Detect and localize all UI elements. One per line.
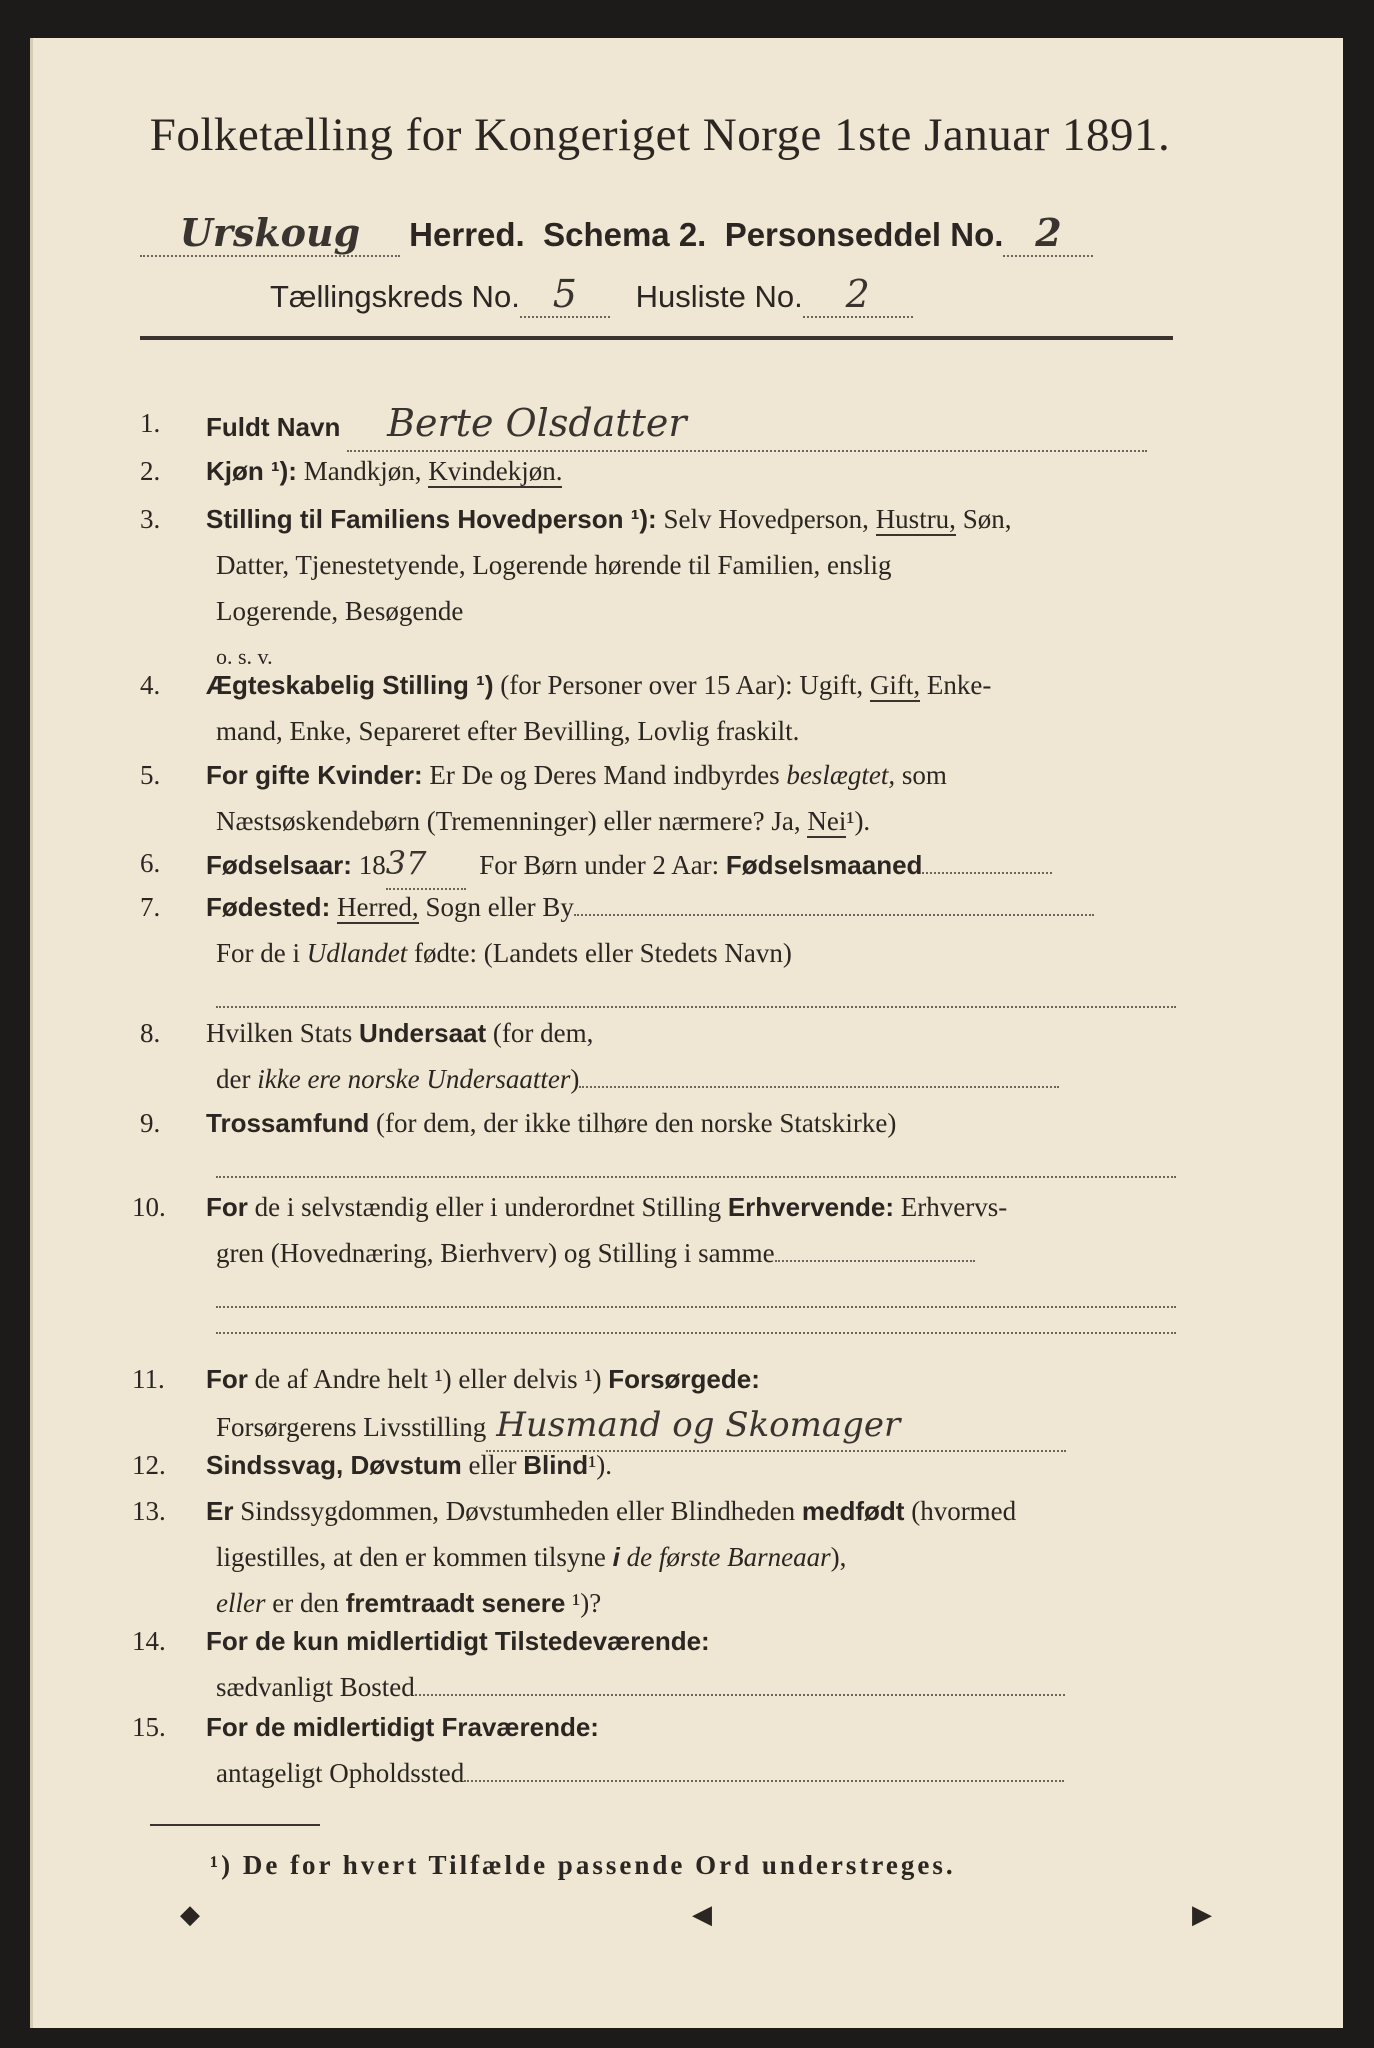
option-text: ligestilles, at den er kommen tilsyne [216, 1542, 606, 1572]
taellingskreds-label: Tællingskreds No. [270, 279, 520, 314]
item-number: 7. [140, 892, 161, 922]
item-number: 14. [132, 1626, 166, 1656]
provider-occupation-value: Husmand og Skomager [496, 1405, 901, 1445]
option-text: ¹)? [572, 1588, 602, 1618]
option-text: gren (Hovednæring, Bierhverv) og Stilling i samme [216, 1238, 775, 1268]
option-text: Erhvervs- [900, 1192, 1008, 1222]
citizenship-label: Undersaat [359, 1018, 487, 1048]
option-text: Næstsøskendebørn (Tremenninger) eller nærmere? Ja, [216, 806, 801, 836]
option-text: (hvormed [911, 1496, 1017, 1526]
supported-label: Forsørgede: [608, 1364, 760, 1394]
item-number: 10. [132, 1192, 166, 1222]
item-number: 12. [132, 1450, 166, 1480]
occupation-label: For [206, 1192, 248, 1222]
birth-month-label: Fødselsmaaned [725, 850, 923, 880]
sex-option-female-selected: Kvindekjøn. [428, 456, 563, 486]
option-text: ¹). [588, 1450, 613, 1480]
herred-value: Urskoug [179, 210, 361, 255]
item-number: 13. [132, 1496, 166, 1526]
option-text: beslægtet, [786, 760, 896, 790]
footnote: ¹) De for hvert Tilfælde passende Ord understreges. [210, 1850, 956, 1880]
option-text: i [612, 1542, 620, 1572]
marital-status-label: Ægteskabelig Stilling ¹) [206, 670, 494, 700]
option-text: der [216, 1064, 251, 1094]
family-position-selected: Hustru, [875, 504, 956, 534]
option-text: o. s. v. [216, 644, 273, 669]
item-number: 11. [132, 1364, 165, 1394]
option-text: Logerende, Besøgende [216, 596, 464, 626]
birth-year-label: Fødselsaar: [206, 850, 352, 880]
temporary-present-label: For de kun midlertidigt Tilstedeværende: [206, 1626, 710, 1656]
option-text: Enke- [926, 670, 992, 700]
birth-year-prefix: 18 [358, 850, 386, 880]
family-position-label: Stilling til Familiens Hovedperson ¹): [206, 504, 657, 534]
taellingskreds-line [270, 272, 913, 318]
footnote-divider [150, 1824, 320, 1826]
sex-option-male: Mandkjøn, [303, 456, 422, 486]
item-number: 5. [140, 760, 161, 790]
option-text: de af Andre helt ¹) eller delvis ¹) [254, 1364, 602, 1394]
sex-label: Kjøn ¹): [206, 456, 297, 486]
option-text: ikke ere norske Undersaatter [257, 1064, 571, 1094]
blank-line [216, 1308, 1176, 1334]
option-text: Sindssygdommen, Døvstumheden eller Blindheden [240, 1496, 796, 1526]
married-women-label: For gifte Kvinder: [206, 760, 423, 790]
disability-label: Blind [523, 1450, 589, 1480]
birth-year-value: 37 [385, 844, 427, 882]
blank-line [216, 1146, 1176, 1178]
husliste-label: Husliste No. [635, 279, 803, 314]
schema-label: Schema 2. [543, 216, 707, 253]
birthplace-selected: Herred, [336, 892, 419, 922]
personseddel-label: Personseddel No. [724, 216, 1004, 253]
name-value: Berte Olsdatter [387, 401, 687, 445]
option-text: Er De og Deres Mand indbyrdes [429, 760, 780, 790]
item-number: 1. [140, 408, 161, 438]
option-text: (for Personer over 15 Aar): Ugift, [500, 670, 864, 700]
option-text: Søn, [962, 504, 1012, 534]
option-text: sædvanligt Bosted [216, 1672, 415, 1702]
temporary-absent-label: For de midlertidigt Fraværende: [206, 1712, 599, 1742]
disability-label: Sindssvag, Døvstum [206, 1450, 462, 1480]
item-number: 9. [140, 1108, 161, 1138]
herred-line [140, 210, 1093, 257]
item-number: 4. [140, 670, 161, 700]
option-text: som [901, 760, 947, 790]
herred-label: Herred. [409, 216, 525, 253]
option-text: Forsørgerens Livsstilling [216, 1412, 487, 1442]
option-text: Datter, Tjenestetyende, Logerende hørende til Familien, enslig [216, 550, 892, 580]
taellingskreds-value: 5 [552, 272, 577, 316]
personseddel-value: 2 [1035, 210, 1062, 255]
religion-label: Trossamfund [206, 1108, 370, 1138]
registration-mark-icon: ◀ [692, 1900, 712, 1929]
blank-line [216, 1276, 1176, 1308]
form-title: Folketælling for Kongeriget Norge 1ste Januar 1891. [149, 109, 1171, 161]
option-text: For Børn under 2 Aar: [479, 850, 720, 880]
registration-mark-icon: ◆ [180, 1900, 200, 1929]
option-text: de i selvstændig eller i underordnet Stilling [254, 1192, 722, 1222]
option-text: (for dem, der ikke tilhøre den norske Statskirke) [376, 1108, 897, 1138]
option-text: de første Barneaar [626, 1542, 831, 1572]
blank-line [216, 976, 1176, 1008]
marital-status-selected: Gift, [869, 670, 921, 700]
option-text: mand, Enke, Separeret efter Bevilling, Lovlig fraskilt. [216, 716, 800, 746]
option-text: For de i [216, 938, 300, 968]
option-text: eller [468, 1450, 517, 1480]
option-text: Udlandet [306, 938, 408, 968]
item-number: 3. [140, 504, 161, 534]
item-number: 8. [140, 1018, 161, 1048]
option-text: fødte: (Landets eller Stedets Navn) [414, 938, 792, 968]
husliste-value: 2 [845, 272, 870, 316]
name-label: Fuldt Navn [206, 412, 341, 442]
item-number: 6. [140, 848, 161, 878]
onset-later-label: fremtraadt senere [345, 1588, 566, 1618]
item-number: 2. [140, 456, 161, 486]
birthplace-label: Fødested: [206, 892, 331, 922]
supported-label: For [206, 1364, 248, 1394]
option-text: er den [272, 1588, 339, 1618]
option-text: Selv Hovedperson, [663, 504, 869, 534]
registration-mark-icon: ▶ [1192, 1900, 1212, 1929]
option-text: Sogn eller By [425, 892, 574, 922]
option-text: (for dem, [492, 1018, 594, 1048]
kinship-selected: Nei [807, 806, 847, 836]
option-text: antageligt Opholdssted [216, 1758, 465, 1788]
option-text: Hvilken Stats [206, 1018, 353, 1048]
option-text: eller [216, 1588, 266, 1618]
option-text: ), [830, 1542, 847, 1572]
item-number: 15. [132, 1712, 166, 1742]
congenital-label: medfødt [801, 1496, 905, 1526]
congenital-label: Er [206, 1496, 234, 1526]
occupation-label: Erhvervende: [727, 1192, 895, 1222]
option-text: ¹). [846, 806, 871, 836]
header-divider [140, 336, 1173, 340]
